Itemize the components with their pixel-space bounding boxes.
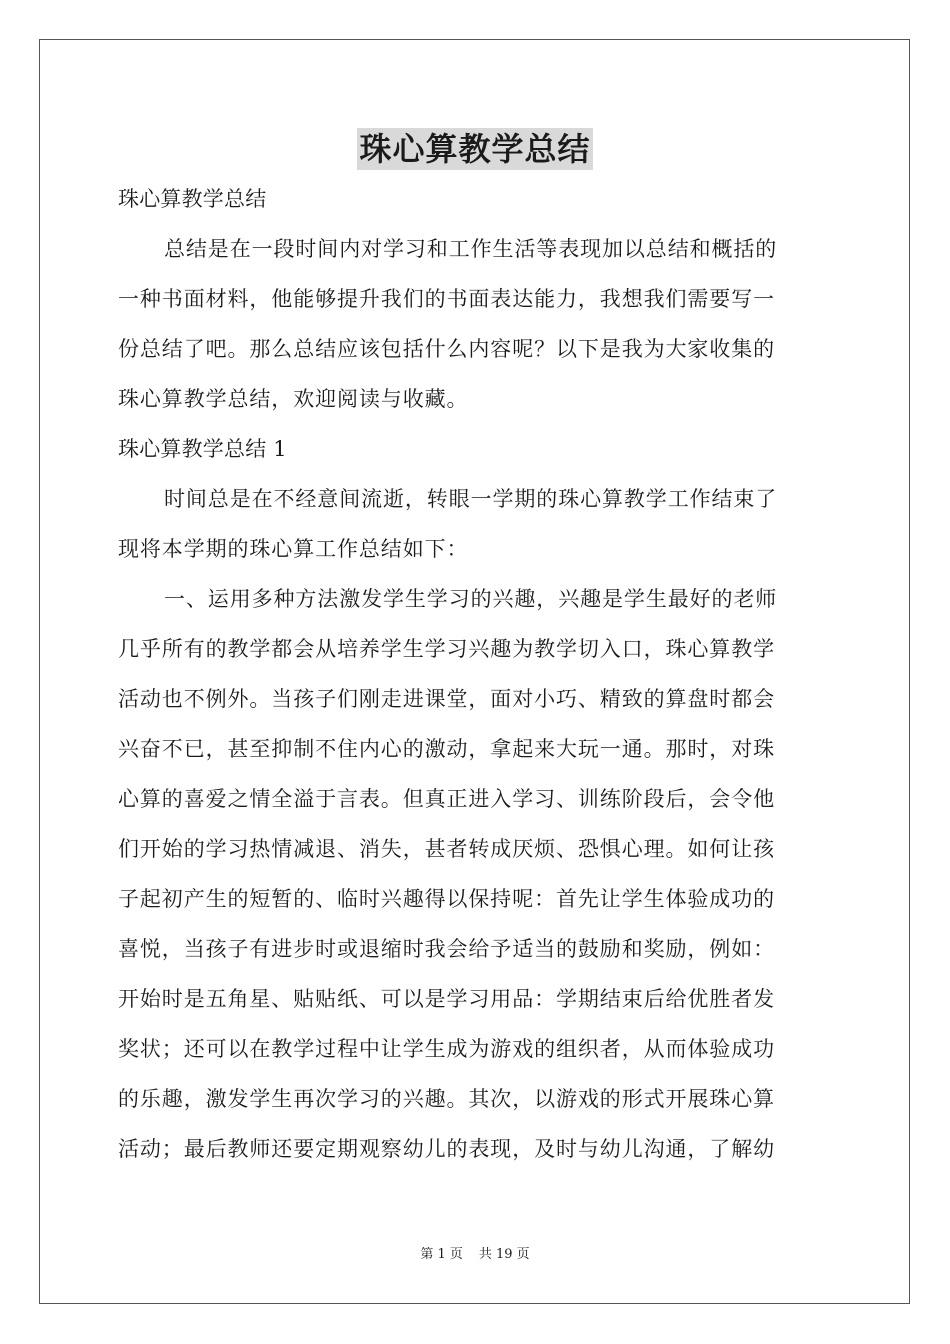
- body-text-line: 奖状；还可以在教学过程中让学生成为游戏的组织者，从而体验成功: [118, 1037, 775, 1061]
- body-text-line: 现将本学期的珠心算工作总结如下：: [118, 537, 469, 561]
- title-area: [0, 128, 950, 170]
- body-text-line: 一种书面材料，他能够提升我们的书面表达能力，我想我们需要写一: [118, 287, 775, 311]
- body-text-line: 总结是在一段时间内对学习和工作生活等表现加以总结和概括的: [164, 237, 778, 261]
- body-text-line: 们开始的学习热情减退、消失，甚者转成厌烦、恐惧心理。如何让孩: [118, 837, 775, 861]
- page-number: 第 1 页: [420, 1247, 463, 1262]
- page-total: 共 19 页: [478, 1247, 530, 1262]
- body-text-line: 活动也不例外。当孩子们刚走进课堂，面对小巧、精致的算盘时都会: [118, 687, 775, 711]
- body-text-line: 喜悦，当孩子有进步时或退缩时我会给予适当的鼓励和奖励，例如：: [118, 937, 775, 961]
- body-text-line: 珠心算教学总结，欢迎阅读与收藏。: [118, 387, 469, 411]
- body-text-line: 一、运用多种方法激发学生学习的兴趣，兴趣是学生最好的老师: [164, 587, 778, 611]
- body-text-line: 几乎所有的教学都会从培养学生学习兴趣为教学切入口，珠心算教学: [118, 637, 775, 661]
- body-text-line: 开始时是五角星、贴贴纸、可以是学习用品：学期结束后给优胜者发: [118, 987, 775, 1011]
- body-text-line: 时间总是在不经意间流逝，转眼一学期的珠心算教学工作结束了: [164, 487, 778, 511]
- body-text-line: 活动；最后教师还要定期观察幼儿的表现，及时与幼儿沟通，了解幼: [118, 1137, 775, 1161]
- body-text-line: 子起初产生的短暂的、临时兴趣得以保持呢：首先让学生体验成功的: [118, 887, 775, 911]
- document-body: [118, 174, 834, 1174]
- body-text-line: 心算的喜爱之情全溢于言表。但真正进入学习、训练阶段后，会令他: [118, 787, 775, 811]
- body-text-line: 的乐趣，激发学生再次学习的兴趣。其次，以游戏的形式开展珠心算: [118, 1087, 775, 1111]
- document-title: 珠心算教学总结: [359, 130, 591, 168]
- section-heading: 珠心算教学总结: [118, 187, 267, 211]
- page-footer: [0, 1245, 950, 1265]
- body-text-line: 份总结了吧。那么总结应该包括什么内容呢？以下是我为大家收集的: [118, 337, 775, 361]
- body-text-line: 兴奋不已，甚至抑制不住内心的激动，拿起来大玩一通。那时，对珠: [118, 737, 775, 761]
- section-heading: 珠心算教学总结 1: [118, 437, 287, 461]
